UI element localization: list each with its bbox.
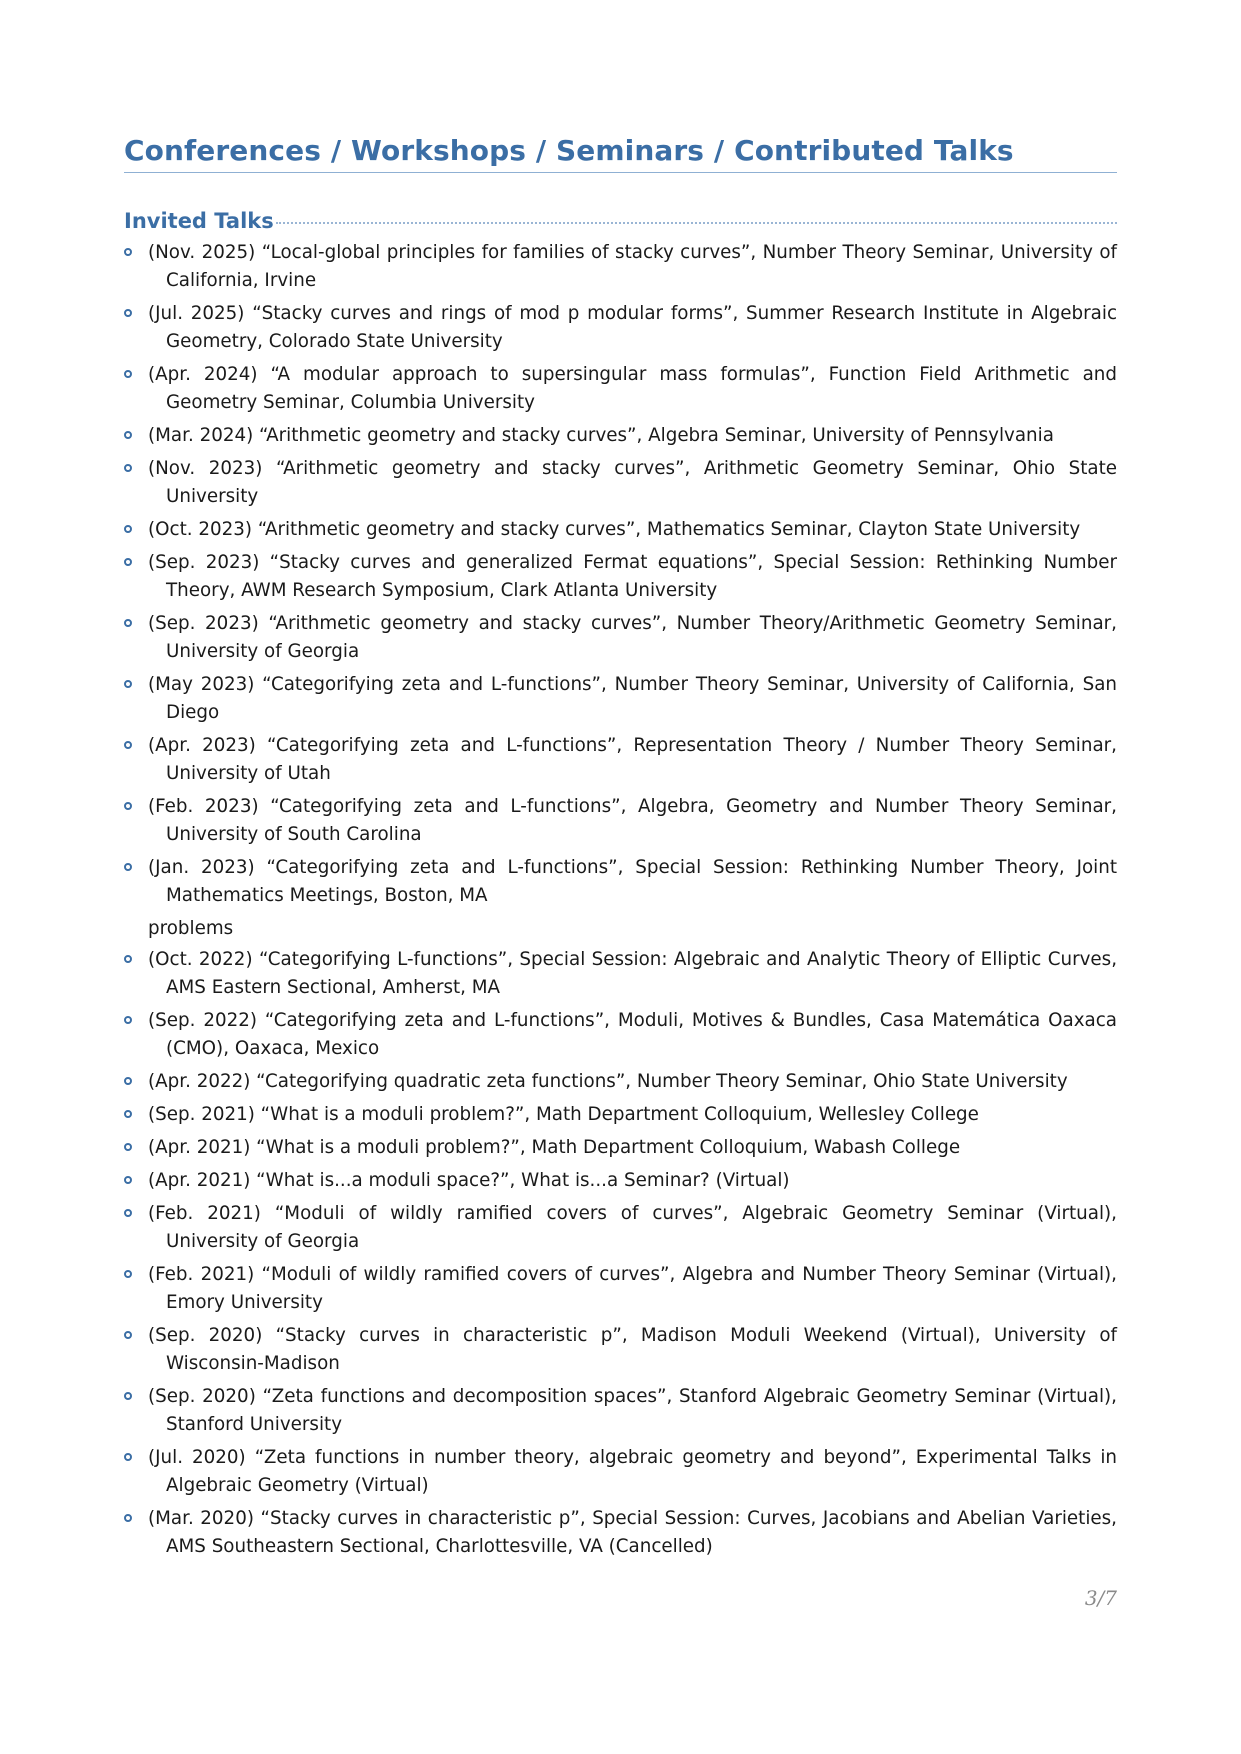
talk-item: (Apr. 2023) “Categorifying zeta and L-functions”, Representation Theory / Number Theory Seminar, University of Utah [124, 732, 1117, 788]
talk-item: (Jul. 2020) “Zeta functions in number theory, algebraic geometry and beyond”, Experimental Talks in Algebraic Geometry (Virtual) [124, 1444, 1117, 1500]
circle-bullet-icon [124, 863, 132, 871]
talk-item: (Oct. 2022) “Categorifying L-functions”, Special Session: Algebraic and Analytic Theory of Elliptic Curves, AMS Eastern Sectional, Amherst, MA [124, 946, 1117, 1002]
talk-item: (Sep. 2020) “Stacky curves in characteristic p”, Madison Moduli Weekend (Virtual), University of Wisconsin-Madison [124, 1322, 1117, 1378]
circle-bullet-icon [124, 619, 132, 627]
subsection-header [124, 209, 1117, 233]
talk-item: (Oct. 2023) “Arithmetic geometry and stacky curves”, Mathematics Seminar, Clayton State University [124, 516, 1117, 544]
circle-bullet-icon [124, 525, 132, 533]
circle-bullet-icon [124, 1331, 132, 1339]
circle-bullet-icon [124, 1143, 132, 1151]
circle-bullet-icon [124, 464, 132, 472]
talk-item: (Nov. 2023) “Arithmetic geometry and stacky curves”, Arithmetic Geometry Seminar, Ohio State University [124, 455, 1117, 511]
cv-page [124, 134, 1117, 1566]
circle-bullet-icon [124, 741, 132, 749]
talk-list-after [124, 946, 1117, 1561]
talk-item: (Jul. 2025) “Stacky curves and rings of mod p modular forms”, Summer Research Institute in Algebraic Geometry, Colorado State University [124, 300, 1117, 356]
circle-bullet-icon [124, 370, 132, 378]
subsection-title: Invited Talks [124, 208, 274, 233]
talk-item: (Mar. 2024) “Arithmetic geometry and stacky curves”, Algebra Seminar, University of Pennsylvania [124, 422, 1117, 450]
circle-bullet-icon [124, 248, 132, 256]
circle-bullet-icon [124, 802, 132, 810]
dotted-leader [276, 222, 1117, 224]
talk-item: (Feb. 2021) “Moduli of wildly ramified covers of curves”, Algebraic Geometry Seminar (Virtual), University of Georgia [124, 1200, 1117, 1256]
circle-bullet-icon [124, 1209, 132, 1217]
circle-bullet-icon [124, 1110, 132, 1118]
circle-bullet-icon [124, 1270, 132, 1278]
talk-list-before [124, 239, 1117, 910]
circle-bullet-icon [124, 680, 132, 688]
talk-item: (Feb. 2021) “Moduli of wildly ramified covers of curves”, Algebra and Number Theory Seminar (Virtual), Emory University [124, 1261, 1117, 1317]
talk-item: (Feb. 2023) “Categorifying zeta and L-functions”, Algebra, Geometry and Number Theory Seminar, University of South Carolina [124, 793, 1117, 849]
talk-item: (Sep. 2023) “Stacky curves and generalized Fermat equations”, Special Session: Rethinking Number Theory, AWM Research Symposium, Clark Atlanta University [124, 549, 1117, 605]
circle-bullet-icon [124, 955, 132, 963]
circle-bullet-icon [124, 309, 132, 317]
circle-bullet-icon [124, 1176, 132, 1184]
talk-item: (Apr. 2021) “What is...a moduli space?”, What is...a Seminar? (Virtual) [124, 1167, 1117, 1195]
stray-text: problems [148, 917, 234, 939]
talk-item: (Jan. 2023) “Categorifying zeta and L-functions”, Special Session: Rethinking Number Theory, Joint Mathematics Meetings, Boston, MA [124, 854, 1117, 910]
circle-bullet-icon [124, 1453, 132, 1461]
talk-item: (Apr. 2021) “What is a moduli problem?”, Math Department Colloquium, Wabash College [124, 1134, 1117, 1162]
page-number: 3/7 [1084, 1586, 1117, 1610]
circle-bullet-icon [124, 1392, 132, 1400]
circle-bullet-icon [124, 1016, 132, 1024]
talk-item: (Mar. 2020) “Stacky curves in characteristic p”, Special Session: Curves, Jacobians and Abelian Varieties, AMS Southeastern Sectional, Charlottesville, VA (Cancelled) [124, 1505, 1117, 1561]
section-title: Conferences / Workshops / Seminars / Contributed Talks [124, 134, 1117, 173]
circle-bullet-icon [124, 1077, 132, 1085]
talk-item: (Apr. 2024) “A modular approach to supersingular mass formulas”, Function Field Arithmetic and Geometry Seminar, Columbia University [124, 361, 1117, 417]
circle-bullet-icon [124, 558, 132, 566]
circle-bullet-icon [124, 1514, 132, 1522]
talk-item: (Sep. 2023) “Arithmetic geometry and stacky curves”, Number Theory/Arithmetic Geometry Seminar, University of Georgia [124, 610, 1117, 666]
talk-item: (Sep. 2022) “Categorifying zeta and L-functions”, Moduli, Motives & Bundles, Casa Matemática Oaxaca (CMO), Oaxaca, Mexico [124, 1007, 1117, 1063]
circle-bullet-icon [124, 431, 132, 439]
talk-item: (Nov. 2025) “Local-global principles for families of stacky curves”, Number Theory Seminar, University of California, Irvine [124, 239, 1117, 295]
talk-item: (May 2023) “Categorifying zeta and L-functions”, Number Theory Seminar, University of California, San Diego [124, 671, 1117, 727]
talk-item: (Apr. 2022) “Categorifying quadratic zeta functions”, Number Theory Seminar, Ohio State University [124, 1068, 1117, 1096]
talk-item: (Sep. 2020) “Zeta functions and decomposition spaces”, Stanford Algebraic Geometry Seminar (Virtual), Stanford University [124, 1383, 1117, 1439]
talk-item: (Sep. 2021) “What is a moduli problem?”, Math Department Colloquium, Wellesley College [124, 1101, 1117, 1129]
